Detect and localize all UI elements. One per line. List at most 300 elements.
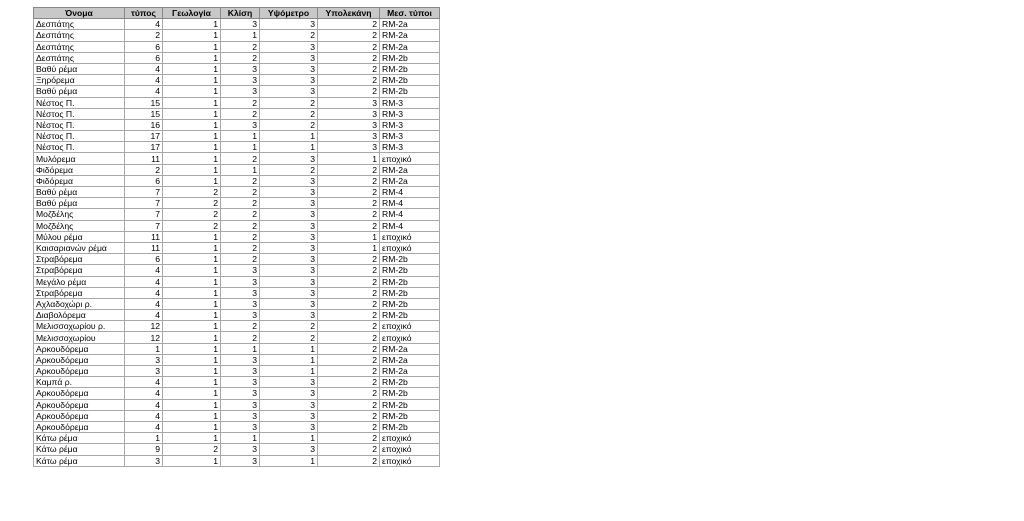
cell-type[interactable]: 15 bbox=[125, 108, 163, 119]
cell-altitude[interactable]: 1 bbox=[260, 131, 318, 142]
table-row[interactable] bbox=[34, 332, 440, 343]
cell-mean-type[interactable]: RM-2b bbox=[380, 63, 440, 74]
table-row[interactable] bbox=[34, 298, 440, 309]
cell-type[interactable]: 4 bbox=[125, 287, 163, 298]
cell-altitude[interactable]: 3 bbox=[260, 187, 318, 198]
cell-name[interactable]: Δεσπάτης bbox=[34, 41, 125, 52]
cell-slope[interactable]: 2 bbox=[221, 198, 260, 209]
cell-geology[interactable]: 1 bbox=[163, 410, 221, 421]
cell-type[interactable]: 17 bbox=[125, 131, 163, 142]
cell-mean-type[interactable]: RM-2b bbox=[380, 388, 440, 399]
cell-type[interactable]: 12 bbox=[125, 332, 163, 343]
cell-mean-type[interactable]: RM-3 bbox=[380, 131, 440, 142]
cell-subbasin[interactable]: 2 bbox=[318, 388, 380, 399]
table-row[interactable] bbox=[34, 209, 440, 220]
cell-name[interactable]: Μελισσοχωρίου bbox=[34, 332, 125, 343]
cell-slope[interactable]: 2 bbox=[221, 108, 260, 119]
cell-type[interactable]: 17 bbox=[125, 142, 163, 153]
cell-altitude[interactable]: 2 bbox=[260, 332, 318, 343]
cell-name[interactable]: Δεσπάτης bbox=[34, 19, 125, 30]
cell-geology[interactable]: 1 bbox=[163, 108, 221, 119]
cell-subbasin[interactable]: 2 bbox=[318, 187, 380, 198]
cell-geology[interactable]: 2 bbox=[163, 209, 221, 220]
table-row[interactable] bbox=[34, 175, 440, 186]
cell-mean-type[interactable]: RM-2b bbox=[380, 399, 440, 410]
cell-type[interactable]: 2 bbox=[125, 30, 163, 41]
cell-altitude[interactable]: 3 bbox=[260, 220, 318, 231]
cell-slope[interactable]: 2 bbox=[221, 220, 260, 231]
cell-subbasin[interactable]: 2 bbox=[318, 298, 380, 309]
cell-type[interactable]: 2 bbox=[125, 164, 163, 175]
cell-type[interactable]: 6 bbox=[125, 41, 163, 52]
cell-altitude[interactable]: 3 bbox=[260, 310, 318, 321]
table-row[interactable] bbox=[34, 321, 440, 332]
cell-subbasin[interactable]: 2 bbox=[318, 86, 380, 97]
cell-subbasin[interactable]: 2 bbox=[318, 399, 380, 410]
cell-slope[interactable]: 3 bbox=[221, 377, 260, 388]
cell-name[interactable]: Διαβολόρεμα bbox=[34, 310, 125, 321]
cell-altitude[interactable]: 1 bbox=[260, 433, 318, 444]
cell-name[interactable]: Στραβόρεμα bbox=[34, 254, 125, 265]
cell-name[interactable]: Βαθύ ρέμα bbox=[34, 63, 125, 74]
cell-subbasin[interactable]: 2 bbox=[318, 421, 380, 432]
cell-mean-type[interactable]: RM-4 bbox=[380, 220, 440, 231]
table-row[interactable] bbox=[34, 19, 440, 30]
cell-altitude[interactable]: 3 bbox=[260, 388, 318, 399]
cell-altitude[interactable]: 3 bbox=[260, 175, 318, 186]
cell-mean-type[interactable]: εποχικό bbox=[380, 444, 440, 455]
cell-geology[interactable]: 1 bbox=[163, 276, 221, 287]
cell-name[interactable]: Φιδόρεμα bbox=[34, 175, 125, 186]
cell-mean-type[interactable]: RM-2a bbox=[380, 175, 440, 186]
cell-type[interactable]: 11 bbox=[125, 231, 163, 242]
cell-slope[interactable]: 2 bbox=[221, 41, 260, 52]
cell-subbasin[interactable]: 2 bbox=[318, 377, 380, 388]
table-row[interactable] bbox=[34, 231, 440, 242]
cell-name[interactable]: Μεγάλο ρέμα bbox=[34, 276, 125, 287]
cell-name[interactable]: Αρκουδόρεμα bbox=[34, 399, 125, 410]
cell-mean-type[interactable]: εποχικό bbox=[380, 153, 440, 164]
cell-type[interactable]: 6 bbox=[125, 175, 163, 186]
cell-mean-type[interactable]: RM-2b bbox=[380, 377, 440, 388]
cell-subbasin[interactable]: 2 bbox=[318, 287, 380, 298]
cell-altitude[interactable]: 1 bbox=[260, 142, 318, 153]
cell-slope[interactable]: 2 bbox=[221, 332, 260, 343]
cell-mean-type[interactable]: εποχικό bbox=[380, 455, 440, 466]
cell-type[interactable]: 4 bbox=[125, 399, 163, 410]
cell-subbasin[interactable]: 2 bbox=[318, 41, 380, 52]
cell-slope[interactable]: 2 bbox=[221, 52, 260, 63]
cell-altitude[interactable]: 3 bbox=[260, 298, 318, 309]
cell-mean-type[interactable]: RM-3 bbox=[380, 142, 440, 153]
cell-slope[interactable]: 2 bbox=[221, 242, 260, 253]
cell-mean-type[interactable]: RM-2b bbox=[380, 310, 440, 321]
column-header-slope[interactable]: Κλίση bbox=[221, 8, 260, 19]
table-row[interactable] bbox=[34, 97, 440, 108]
cell-name[interactable]: Βαθύ ρέμα bbox=[34, 187, 125, 198]
table-row[interactable] bbox=[34, 75, 440, 86]
cell-slope[interactable]: 3 bbox=[221, 354, 260, 365]
cell-name[interactable]: Φιδόρεμα bbox=[34, 164, 125, 175]
cell-name[interactable]: Βαθύ ρέμα bbox=[34, 198, 125, 209]
cell-mean-type[interactable]: RM-4 bbox=[380, 209, 440, 220]
cell-subbasin[interactable]: 2 bbox=[318, 455, 380, 466]
cell-type[interactable]: 6 bbox=[125, 52, 163, 63]
cell-subbasin[interactable]: 3 bbox=[318, 142, 380, 153]
cell-type[interactable]: 4 bbox=[125, 265, 163, 276]
table-row[interactable] bbox=[34, 41, 440, 52]
table-row[interactable] bbox=[34, 242, 440, 253]
cell-mean-type[interactable]: RM-3 bbox=[380, 108, 440, 119]
cell-name[interactable]: Αρκουδόρεμα bbox=[34, 354, 125, 365]
cell-slope[interactable]: 3 bbox=[221, 119, 260, 130]
cell-slope[interactable]: 2 bbox=[221, 153, 260, 164]
cell-type[interactable]: 7 bbox=[125, 187, 163, 198]
cell-name[interactable]: Νέστος Π. bbox=[34, 97, 125, 108]
table-row[interactable] bbox=[34, 444, 440, 455]
cell-type[interactable]: 4 bbox=[125, 421, 163, 432]
cell-subbasin[interactable]: 3 bbox=[318, 108, 380, 119]
cell-type[interactable]: 3 bbox=[125, 455, 163, 466]
cell-type[interactable]: 7 bbox=[125, 198, 163, 209]
cell-altitude[interactable]: 3 bbox=[260, 377, 318, 388]
cell-slope[interactable]: 3 bbox=[221, 276, 260, 287]
cell-geology[interactable]: 1 bbox=[163, 175, 221, 186]
cell-mean-type[interactable]: RM-2a bbox=[380, 30, 440, 41]
cell-subbasin[interactable]: 2 bbox=[318, 276, 380, 287]
table-row[interactable] bbox=[34, 377, 440, 388]
cell-geology[interactable]: 1 bbox=[163, 310, 221, 321]
cell-slope[interactable]: 1 bbox=[221, 131, 260, 142]
cell-geology[interactable]: 1 bbox=[163, 41, 221, 52]
cell-name[interactable]: Στραβόρεμα bbox=[34, 287, 125, 298]
cell-type[interactable]: 4 bbox=[125, 310, 163, 321]
cell-altitude[interactable]: 3 bbox=[260, 63, 318, 74]
cell-altitude[interactable]: 3 bbox=[260, 19, 318, 30]
cell-altitude[interactable]: 3 bbox=[260, 399, 318, 410]
cell-mean-type[interactable]: RM-2b bbox=[380, 265, 440, 276]
cell-slope[interactable]: 2 bbox=[221, 187, 260, 198]
table-row[interactable] bbox=[34, 142, 440, 153]
cell-slope[interactable]: 2 bbox=[221, 254, 260, 265]
cell-slope[interactable]: 3 bbox=[221, 19, 260, 30]
table-row[interactable] bbox=[34, 119, 440, 130]
cell-geology[interactable]: 2 bbox=[163, 187, 221, 198]
cell-geology[interactable]: 1 bbox=[163, 265, 221, 276]
column-header-subbasin[interactable]: Υπολεκάνη bbox=[318, 8, 380, 19]
cell-slope[interactable]: 3 bbox=[221, 63, 260, 74]
cell-altitude[interactable]: 2 bbox=[260, 164, 318, 175]
cell-mean-type[interactable]: RM-2a bbox=[380, 41, 440, 52]
cell-name[interactable]: Καισαριανών ρέμα bbox=[34, 242, 125, 253]
cell-mean-type[interactable]: εποχικό bbox=[380, 433, 440, 444]
table-row[interactable] bbox=[34, 198, 440, 209]
cell-name[interactable]: Νέστος Π. bbox=[34, 119, 125, 130]
cell-name[interactable]: Νέστος Π. bbox=[34, 108, 125, 119]
cell-subbasin[interactable]: 2 bbox=[318, 220, 380, 231]
table-row[interactable] bbox=[34, 52, 440, 63]
cell-geology[interactable]: 1 bbox=[163, 321, 221, 332]
cell-subbasin[interactable]: 2 bbox=[318, 310, 380, 321]
table-row[interactable] bbox=[34, 63, 440, 74]
cell-altitude[interactable]: 2 bbox=[260, 119, 318, 130]
cell-slope[interactable]: 3 bbox=[221, 388, 260, 399]
cell-name[interactable]: Κάτω ρέμα bbox=[34, 455, 125, 466]
cell-subbasin[interactable]: 2 bbox=[318, 332, 380, 343]
cell-slope[interactable]: 1 bbox=[221, 433, 260, 444]
cell-altitude[interactable]: 2 bbox=[260, 97, 318, 108]
cell-mean-type[interactable]: RM-2a bbox=[380, 19, 440, 30]
cell-subbasin[interactable]: 2 bbox=[318, 433, 380, 444]
cell-subbasin[interactable]: 2 bbox=[318, 321, 380, 332]
cell-type[interactable]: 15 bbox=[125, 97, 163, 108]
cell-type[interactable]: 9 bbox=[125, 444, 163, 455]
cell-slope[interactable]: 2 bbox=[221, 321, 260, 332]
cell-mean-type[interactable]: RM-2b bbox=[380, 421, 440, 432]
cell-type[interactable]: 12 bbox=[125, 321, 163, 332]
cell-geology[interactable]: 2 bbox=[163, 444, 221, 455]
cell-geology[interactable]: 2 bbox=[163, 220, 221, 231]
cell-name[interactable]: Αρκουδόρεμα bbox=[34, 366, 125, 377]
cell-type[interactable]: 3 bbox=[125, 354, 163, 365]
cell-subbasin[interactable]: 2 bbox=[318, 354, 380, 365]
cell-slope[interactable]: 3 bbox=[221, 75, 260, 86]
cell-altitude[interactable]: 2 bbox=[260, 321, 318, 332]
cell-geology[interactable]: 1 bbox=[163, 231, 221, 242]
cell-type[interactable]: 4 bbox=[125, 298, 163, 309]
cell-altitude[interactable]: 3 bbox=[260, 410, 318, 421]
table-row[interactable] bbox=[34, 153, 440, 164]
cell-geology[interactable]: 1 bbox=[163, 287, 221, 298]
cell-mean-type[interactable]: RM-2a bbox=[380, 354, 440, 365]
cell-type[interactable]: 4 bbox=[125, 410, 163, 421]
table-row[interactable] bbox=[34, 310, 440, 321]
cell-name[interactable]: Στραβόρεμα bbox=[34, 265, 125, 276]
cell-mean-type[interactable]: RM-2b bbox=[380, 75, 440, 86]
cell-name[interactable]: Αρκουδόρεμα bbox=[34, 410, 125, 421]
cell-name[interactable]: Ξηρόρεμα bbox=[34, 75, 125, 86]
cell-name[interactable]: Μοζδέλης bbox=[34, 220, 125, 231]
cell-geology[interactable]: 1 bbox=[163, 254, 221, 265]
cell-name[interactable]: Νέστος Π. bbox=[34, 131, 125, 142]
cell-altitude[interactable]: 3 bbox=[260, 198, 318, 209]
cell-name[interactable]: Νέστος Π. bbox=[34, 142, 125, 153]
column-header-geology[interactable]: Γεωλογία bbox=[163, 8, 221, 19]
table-row[interactable] bbox=[34, 455, 440, 466]
cell-slope[interactable]: 1 bbox=[221, 343, 260, 354]
cell-type[interactable]: 1 bbox=[125, 433, 163, 444]
cell-slope[interactable]: 3 bbox=[221, 298, 260, 309]
cell-subbasin[interactable]: 2 bbox=[318, 75, 380, 86]
cell-altitude[interactable]: 3 bbox=[260, 41, 318, 52]
table-row[interactable] bbox=[34, 343, 440, 354]
cell-geology[interactable]: 1 bbox=[163, 97, 221, 108]
cell-subbasin[interactable]: 2 bbox=[318, 343, 380, 354]
cell-type[interactable]: 7 bbox=[125, 209, 163, 220]
cell-geology[interactable]: 1 bbox=[163, 242, 221, 253]
column-header-type[interactable]: τύπος bbox=[125, 8, 163, 19]
cell-mean-type[interactable]: RM-2b bbox=[380, 298, 440, 309]
table-row[interactable] bbox=[34, 388, 440, 399]
cell-name[interactable]: Μοζδέλης bbox=[34, 209, 125, 220]
cell-name[interactable]: Κάτω ρέμα bbox=[34, 444, 125, 455]
cell-mean-type[interactable]: εποχικό bbox=[380, 231, 440, 242]
cell-mean-type[interactable]: εποχικό bbox=[380, 332, 440, 343]
cell-type[interactable]: 7 bbox=[125, 220, 163, 231]
cell-altitude[interactable]: 1 bbox=[260, 354, 318, 365]
cell-mean-type[interactable]: RM-2b bbox=[380, 287, 440, 298]
cell-name[interactable]: Αρκουδόρεμα bbox=[34, 388, 125, 399]
table-row[interactable] bbox=[34, 366, 440, 377]
table-row[interactable] bbox=[34, 287, 440, 298]
table-row[interactable] bbox=[34, 131, 440, 142]
cell-geology[interactable]: 1 bbox=[163, 388, 221, 399]
table-row[interactable] bbox=[34, 220, 440, 231]
cell-slope[interactable]: 2 bbox=[221, 97, 260, 108]
cell-name[interactable]: Αχλαδοχώρι ρ. bbox=[34, 298, 125, 309]
cell-altitude[interactable]: 1 bbox=[260, 455, 318, 466]
cell-subbasin[interactable]: 2 bbox=[318, 30, 380, 41]
cell-subbasin[interactable]: 2 bbox=[318, 63, 380, 74]
cell-subbasin[interactable]: 3 bbox=[318, 131, 380, 142]
cell-slope[interactable]: 3 bbox=[221, 410, 260, 421]
cell-mean-type[interactable]: RM-2b bbox=[380, 410, 440, 421]
cell-geology[interactable]: 1 bbox=[163, 63, 221, 74]
table-row[interactable] bbox=[34, 187, 440, 198]
cell-geology[interactable]: 1 bbox=[163, 153, 221, 164]
cell-slope[interactable]: 3 bbox=[221, 310, 260, 321]
cell-altitude[interactable]: 3 bbox=[260, 421, 318, 432]
column-header-altitude[interactable]: Υψόμετρο bbox=[260, 8, 318, 19]
cell-geology[interactable]: 1 bbox=[163, 455, 221, 466]
column-header-mean-types[interactable]: Μεσ. τύποι bbox=[380, 8, 440, 19]
cell-altitude[interactable]: 1 bbox=[260, 343, 318, 354]
cell-type[interactable]: 1 bbox=[125, 343, 163, 354]
table-row[interactable] bbox=[34, 421, 440, 432]
table-row[interactable] bbox=[34, 276, 440, 287]
cell-name[interactable]: Μυλόρεμα bbox=[34, 153, 125, 164]
cell-type[interactable]: 11 bbox=[125, 242, 163, 253]
cell-slope[interactable]: 3 bbox=[221, 455, 260, 466]
cell-geology[interactable]: 1 bbox=[163, 433, 221, 444]
cell-subbasin[interactable]: 1 bbox=[318, 242, 380, 253]
cell-mean-type[interactable]: RM-2a bbox=[380, 343, 440, 354]
table-row[interactable] bbox=[34, 433, 440, 444]
cell-altitude[interactable]: 3 bbox=[260, 265, 318, 276]
cell-type[interactable]: 4 bbox=[125, 388, 163, 399]
cell-type[interactable]: 4 bbox=[125, 86, 163, 97]
cell-subbasin[interactable]: 2 bbox=[318, 366, 380, 377]
table-row[interactable] bbox=[34, 30, 440, 41]
cell-subbasin[interactable]: 2 bbox=[318, 19, 380, 30]
cell-subbasin[interactable]: 2 bbox=[318, 254, 380, 265]
cell-geology[interactable]: 1 bbox=[163, 421, 221, 432]
cell-type[interactable]: 16 bbox=[125, 119, 163, 130]
table-row[interactable] bbox=[34, 164, 440, 175]
table-row[interactable] bbox=[34, 86, 440, 97]
cell-slope[interactable]: 3 bbox=[221, 265, 260, 276]
cell-slope[interactable]: 2 bbox=[221, 209, 260, 220]
cell-geology[interactable]: 1 bbox=[163, 332, 221, 343]
table-row[interactable] bbox=[34, 410, 440, 421]
table-row[interactable] bbox=[34, 108, 440, 119]
cell-slope[interactable]: 1 bbox=[221, 30, 260, 41]
cell-geology[interactable]: 1 bbox=[163, 399, 221, 410]
cell-slope[interactable]: 1 bbox=[221, 142, 260, 153]
cell-slope[interactable]: 3 bbox=[221, 86, 260, 97]
cell-slope[interactable]: 3 bbox=[221, 444, 260, 455]
cell-name[interactable]: Κάτω ρέμα bbox=[34, 433, 125, 444]
cell-altitude[interactable]: 3 bbox=[260, 209, 318, 220]
cell-geology[interactable]: 1 bbox=[163, 131, 221, 142]
cell-altitude[interactable]: 3 bbox=[260, 242, 318, 253]
cell-geology[interactable]: 1 bbox=[163, 343, 221, 354]
column-header-name[interactable]: Όνομα bbox=[34, 8, 125, 19]
cell-type[interactable]: 6 bbox=[125, 254, 163, 265]
cell-type[interactable]: 11 bbox=[125, 153, 163, 164]
cell-name[interactable]: Μελισσοχωρίου ρ. bbox=[34, 321, 125, 332]
cell-mean-type[interactable]: RM-2b bbox=[380, 52, 440, 63]
cell-slope[interactable]: 3 bbox=[221, 421, 260, 432]
cell-type[interactable]: 4 bbox=[125, 63, 163, 74]
cell-geology[interactable]: 2 bbox=[163, 198, 221, 209]
cell-slope[interactable]: 2 bbox=[221, 175, 260, 186]
cell-mean-type[interactable]: RM-3 bbox=[380, 97, 440, 108]
table-row[interactable] bbox=[34, 354, 440, 365]
table-row[interactable] bbox=[34, 399, 440, 410]
cell-geology[interactable]: 1 bbox=[163, 164, 221, 175]
cell-mean-type[interactable]: RM-2a bbox=[380, 366, 440, 377]
cell-type[interactable]: 4 bbox=[125, 377, 163, 388]
cell-name[interactable]: Καμπά ρ. bbox=[34, 377, 125, 388]
cell-altitude[interactable]: 3 bbox=[260, 254, 318, 265]
cell-altitude[interactable]: 3 bbox=[260, 276, 318, 287]
cell-geology[interactable]: 1 bbox=[163, 377, 221, 388]
cell-geology[interactable]: 1 bbox=[163, 75, 221, 86]
cell-geology[interactable]: 1 bbox=[163, 52, 221, 63]
cell-subbasin[interactable]: 2 bbox=[318, 209, 380, 220]
cell-altitude[interactable]: 3 bbox=[260, 444, 318, 455]
cell-subbasin[interactable]: 2 bbox=[318, 444, 380, 455]
cell-altitude[interactable]: 3 bbox=[260, 153, 318, 164]
cell-geology[interactable]: 1 bbox=[163, 86, 221, 97]
cell-altitude[interactable]: 3 bbox=[260, 86, 318, 97]
cell-subbasin[interactable]: 2 bbox=[318, 52, 380, 63]
cell-subbasin[interactable]: 1 bbox=[318, 231, 380, 242]
cell-subbasin[interactable]: 2 bbox=[318, 198, 380, 209]
cell-subbasin[interactable]: 2 bbox=[318, 164, 380, 175]
cell-altitude[interactable]: 3 bbox=[260, 231, 318, 242]
cell-slope[interactable]: 3 bbox=[221, 366, 260, 377]
cell-name[interactable]: Αρκουδόρεμα bbox=[34, 343, 125, 354]
cell-geology[interactable]: 1 bbox=[163, 19, 221, 30]
cell-type[interactable]: 4 bbox=[125, 75, 163, 86]
cell-geology[interactable]: 1 bbox=[163, 119, 221, 130]
cell-type[interactable]: 3 bbox=[125, 366, 163, 377]
cell-altitude[interactable]: 3 bbox=[260, 52, 318, 63]
cell-type[interactable]: 4 bbox=[125, 276, 163, 287]
cell-mean-type[interactable]: RM-2b bbox=[380, 254, 440, 265]
cell-type[interactable]: 4 bbox=[125, 19, 163, 30]
cell-geology[interactable]: 1 bbox=[163, 354, 221, 365]
cell-subbasin[interactable]: 2 bbox=[318, 265, 380, 276]
cell-name[interactable]: Δεσπάτης bbox=[34, 52, 125, 63]
cell-mean-type[interactable]: RM-2a bbox=[380, 164, 440, 175]
cell-name[interactable]: Βαθύ ρέμα bbox=[34, 86, 125, 97]
cell-name[interactable]: Αρκουδόρεμα bbox=[34, 421, 125, 432]
cell-geology[interactable]: 1 bbox=[163, 30, 221, 41]
cell-mean-type[interactable]: RM-4 bbox=[380, 187, 440, 198]
